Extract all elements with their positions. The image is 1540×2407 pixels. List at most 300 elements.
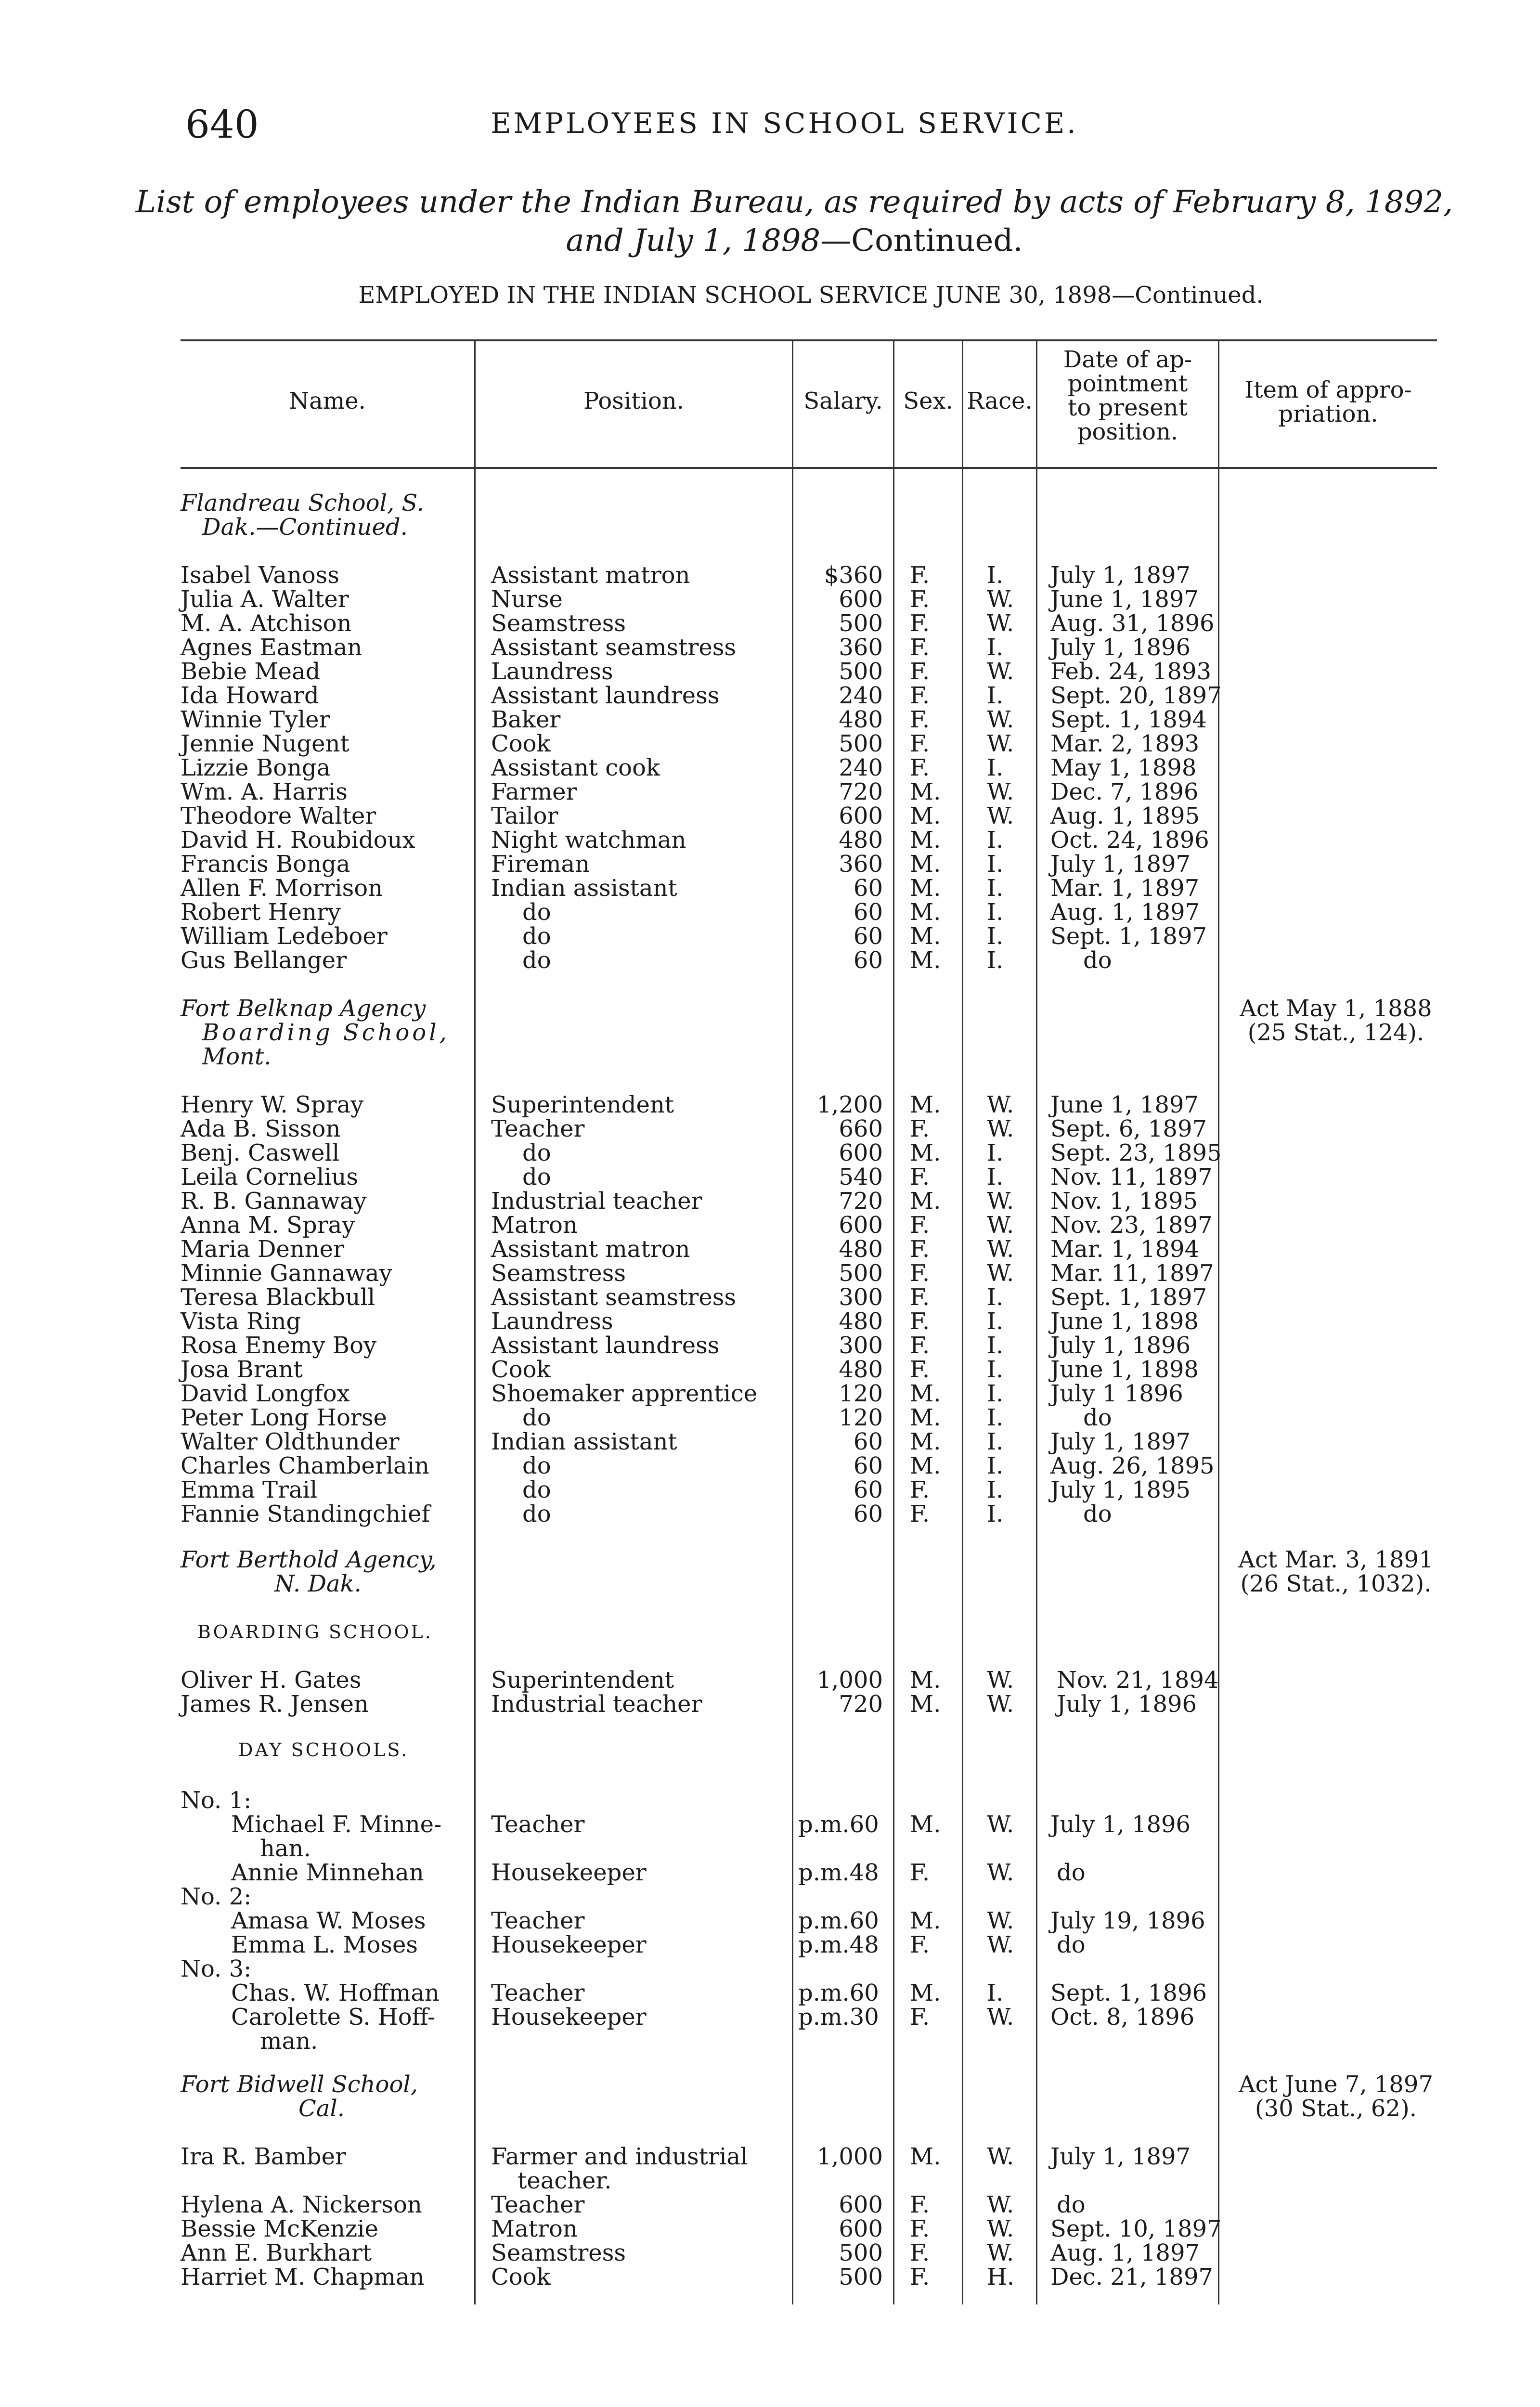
employee-position: do xyxy=(522,1476,551,1503)
appointment-date: Oct. 8, 1896 xyxy=(1050,2004,1195,2031)
employee-salary: 1,200 xyxy=(816,1091,883,1118)
appointment-date: Sept. 6, 1897 xyxy=(1050,1115,1207,1142)
employee-position: Assistant seamstress xyxy=(491,1284,736,1311)
appointment-date: July 1, 1897 xyxy=(1050,2143,1191,2170)
appropriation-item: (25 Stat., 124). xyxy=(1247,1019,1424,1046)
table-row xyxy=(0,1692,1540,1716)
employee-race: W. xyxy=(987,2191,1014,2218)
employee-name: Michael F. Minne- xyxy=(231,1811,442,1838)
employee-name: R. B. Gannaway xyxy=(181,1188,367,1215)
employee-salary: 60 xyxy=(853,1452,883,1479)
employee-name: David H. Roubidoux xyxy=(181,827,415,854)
appointment-date: Mar. 1, 1897 xyxy=(1050,875,1200,902)
employee-position: Night watchman xyxy=(491,827,686,854)
table-row xyxy=(0,1309,1540,1333)
employee-salary: 60 xyxy=(853,1501,883,1527)
appointment-date: Aug. 1, 1897 xyxy=(1050,2239,1200,2266)
employee-race: I. xyxy=(987,1980,1004,2006)
employee-sex: F. xyxy=(910,610,930,637)
table-row xyxy=(0,2145,1540,2169)
employee-race: I. xyxy=(987,1284,1004,1311)
employee-sex: M. xyxy=(910,827,941,854)
employee-sex: F. xyxy=(910,1476,930,1503)
employee-name: Oliver H. Gates xyxy=(181,1667,362,1694)
employee-position: Seamstress xyxy=(491,610,626,637)
table-row xyxy=(0,1861,1540,1885)
table-row xyxy=(0,1909,1540,1933)
appointment-date: Mar. 2, 1893 xyxy=(1050,730,1200,757)
section-title: Fort Belknap Agency xyxy=(181,995,426,1022)
employee-salary: 480 xyxy=(839,827,883,854)
employee-name-continued: han. xyxy=(260,1835,311,1862)
employee-race: I. xyxy=(987,682,1004,709)
section-title-row xyxy=(0,515,1540,539)
employee-salary: 1,000 xyxy=(816,2143,883,2170)
employee-race: W. xyxy=(987,1091,1014,1118)
appointment-date: Aug. 31, 1896 xyxy=(1050,610,1215,637)
employee-salary: $360 xyxy=(824,562,883,589)
section-title-row xyxy=(0,1045,1540,1069)
section-title: Dak.—Continued. xyxy=(202,514,408,541)
table-row xyxy=(0,1406,1540,1430)
header-race: Race. xyxy=(967,388,1033,414)
appointment-date: Mar. 11, 1897 xyxy=(1050,1260,1214,1287)
employee-sex: F. xyxy=(910,586,930,613)
employee-position-continued: teacher. xyxy=(518,2167,612,2194)
subsection-row xyxy=(0,1620,1540,1644)
appointment-date: Nov. 11, 1897 xyxy=(1050,1164,1213,1191)
employee-sex: F. xyxy=(910,1356,930,1383)
section-title: Boarding School, xyxy=(202,1019,450,1046)
employee-salary: 360 xyxy=(839,634,883,661)
employee-salary: p.m.60 xyxy=(798,1811,879,1838)
section-title-row xyxy=(0,996,1540,1021)
employee-name: Hylena A. Nickerson xyxy=(181,2191,422,2218)
table-row xyxy=(0,1117,1540,1141)
employee-race: W. xyxy=(987,1907,1014,1934)
employee-position: do xyxy=(522,947,551,974)
employee-position: do xyxy=(522,1139,551,1166)
employee-sex: F. xyxy=(910,1859,930,1886)
employee-name: Bebie Mead xyxy=(181,658,321,685)
appropriation-item: Act Mar. 3, 1891 xyxy=(1238,1546,1434,1573)
employee-salary: 240 xyxy=(839,682,883,709)
employee-race: W. xyxy=(987,1260,1014,1287)
employee-race: W. xyxy=(987,658,1014,685)
employee-salary: p.m.60 xyxy=(798,1907,879,1934)
table-row xyxy=(0,1382,1540,1406)
table-row xyxy=(0,1668,1540,1692)
section-title: Flandreau School, S. xyxy=(181,490,424,517)
employee-race: W. xyxy=(987,730,1014,757)
appointment-date: July 1, 1896 xyxy=(1050,1811,1191,1838)
appointment-date: June 1, 1898 xyxy=(1050,1356,1199,1383)
employee-position: Tailor xyxy=(491,802,558,829)
page-number: 640 xyxy=(185,102,259,147)
appointment-date: Sept. 1, 1894 xyxy=(1050,706,1207,733)
appointment-date: do xyxy=(1083,947,1112,974)
employee-salary: 60 xyxy=(853,947,883,974)
employee-salary: 500 xyxy=(839,610,883,637)
table-row xyxy=(0,732,1540,756)
employee-position: Shoemaker apprentice xyxy=(491,1380,758,1407)
employee-salary: 300 xyxy=(839,1332,883,1359)
table-row xyxy=(0,948,1540,972)
employee-race: W. xyxy=(987,2215,1014,2242)
employee-sex: M. xyxy=(910,1091,941,1118)
appointment-date: Dec. 7, 1896 xyxy=(1050,778,1199,805)
section-title: Cal. xyxy=(298,2095,345,2122)
employee-race: W. xyxy=(987,802,1014,829)
table-row xyxy=(0,1189,1540,1213)
employee-name: Amasa W. Moses xyxy=(231,1907,426,1934)
employee-position: Industrial teacher xyxy=(491,1188,702,1215)
employee-race: I. xyxy=(987,634,1004,661)
employee-name: Annie Minnehan xyxy=(231,1859,424,1886)
employee-salary: p.m.60 xyxy=(798,1980,879,2006)
appointment-date: June 1, 1897 xyxy=(1050,586,1199,613)
employee-race: W. xyxy=(987,1691,1014,1718)
header-item xyxy=(1219,378,1437,426)
employee-sex: M. xyxy=(910,1380,941,1407)
employee-position: Assistant matron xyxy=(491,1236,690,1263)
employee-sex: M. xyxy=(910,1811,941,1838)
table-row xyxy=(0,1165,1540,1189)
employee-salary: 500 xyxy=(839,2264,883,2291)
employee-name: Allen F. Morrison xyxy=(181,875,383,902)
appointment-date: Sept. 20, 1897 xyxy=(1050,682,1222,709)
employee-sex: M. xyxy=(910,1907,941,1934)
employee-position: Cook xyxy=(491,2264,551,2291)
employee-name: James R. Jensen xyxy=(181,1691,369,1718)
table-row xyxy=(0,1502,1540,1526)
employee-name: David Longfox xyxy=(181,1380,350,1407)
table-row-continued xyxy=(0,2169,1540,2193)
employee-name: Peter Long Horse xyxy=(181,1404,387,1431)
employee-sex: M. xyxy=(910,1139,941,1166)
employee-race: I. xyxy=(987,1164,1004,1191)
employee-race: I. xyxy=(987,851,1004,878)
employee-position: Housekeeper xyxy=(491,1931,647,1958)
table-row xyxy=(0,2241,1540,2265)
employee-race: W. xyxy=(987,2004,1014,2031)
employee-name: Josa Brant xyxy=(181,1356,303,1383)
employee-race: I. xyxy=(987,1356,1004,1383)
table-row xyxy=(0,2193,1540,2217)
table-row xyxy=(0,780,1540,804)
appointment-date: June 1, 1897 xyxy=(1050,1091,1199,1118)
table-row xyxy=(0,611,1540,635)
appointment-date: Aug. 1, 1895 xyxy=(1050,802,1200,829)
header-sex: Sex. xyxy=(903,388,953,414)
header-date xyxy=(1037,348,1218,444)
employee-name: Henry W. Spray xyxy=(181,1091,364,1118)
appointment-date: May 1, 1898 xyxy=(1050,754,1197,781)
employee-name: Maria Denner xyxy=(181,1236,345,1263)
section-title: N. Dak. xyxy=(274,1570,362,1597)
employee-name: Harriet M. Chapman xyxy=(181,2264,425,2291)
table-row xyxy=(0,804,1540,828)
employee-position: Indian assistant xyxy=(491,1428,677,1455)
employee-position: do xyxy=(522,1452,551,1479)
employee-sex: F. xyxy=(910,1115,930,1142)
table-row xyxy=(0,635,1540,660)
caption-line-1: List of employees under the Indian Bureau, as required by acts of February 8, 1892, xyxy=(135,184,1453,220)
employee-salary: 300 xyxy=(839,1284,883,1311)
employee-name: Gus Bellanger xyxy=(181,947,347,974)
employee-race: W. xyxy=(987,706,1014,733)
employee-name: Robert Henry xyxy=(181,899,341,926)
employee-sex: F. xyxy=(910,1284,930,1311)
employee-position: Assistant laundress xyxy=(491,682,720,709)
table-row xyxy=(0,900,1540,924)
appointment-date: July 1, 1897 xyxy=(1050,1428,1191,1455)
employee-position: do xyxy=(522,1164,551,1191)
employee-sex: F. xyxy=(910,682,930,709)
employee-name: Isabel Vanoss xyxy=(181,562,339,589)
employee-position: Fireman xyxy=(491,851,590,878)
employee-race: I. xyxy=(987,754,1004,781)
appointment-date: do xyxy=(1057,2191,1086,2218)
employee-name: Teresa Blackbull xyxy=(181,1284,375,1311)
employee-sex: F. xyxy=(910,1260,930,1287)
employee-sex: M. xyxy=(910,1188,941,1215)
school-number-row xyxy=(0,1885,1540,1909)
appointment-date: July 1, 1895 xyxy=(1050,1476,1191,1503)
header-date-line: to present xyxy=(1068,394,1188,421)
employee-race: W. xyxy=(987,778,1014,805)
employee-race: W. xyxy=(987,586,1014,613)
employee-name: Leila Cornelius xyxy=(181,1164,358,1191)
employee-name: Agnes Eastman xyxy=(181,634,362,661)
subsection-row xyxy=(0,1738,1540,1762)
table-row-continued xyxy=(0,2029,1540,2053)
employee-race: I. xyxy=(987,1501,1004,1527)
employee-sex: F. xyxy=(910,2004,930,2031)
school-number: No. 2: xyxy=(181,1883,252,1910)
appropriation-item: (26 Stat., 1032). xyxy=(1240,1570,1432,1597)
employee-sex: M. xyxy=(910,1404,941,1431)
header-position: Position. xyxy=(583,388,684,414)
employee-race: I. xyxy=(987,1380,1004,1407)
table-row xyxy=(0,708,1540,732)
appointment-date: Oct. 24, 1896 xyxy=(1050,827,1209,854)
section-title-row xyxy=(0,1572,1540,1596)
employee-position: Laundress xyxy=(491,658,613,685)
employee-race: W. xyxy=(987,2239,1014,2266)
header-bottom-rule xyxy=(181,467,1437,469)
employee-position: Superintendent xyxy=(491,1667,674,1694)
employee-position: Teacher xyxy=(491,2191,585,2218)
employee-sex: F. xyxy=(910,562,930,589)
employee-position: Cook xyxy=(491,1356,551,1383)
appointment-date: do xyxy=(1057,1931,1086,1958)
employee-position: Cook xyxy=(491,730,551,757)
header-item-line: priation. xyxy=(1278,401,1378,427)
appointment-date: July 1, 1896 xyxy=(1057,1691,1197,1718)
table-subheading: EMPLOYED IN THE INDIAN SCHOOL SERVICE JUNE 30, 1898—Continued. xyxy=(358,282,1264,309)
table-row xyxy=(0,1213,1540,1237)
appointment-date: do xyxy=(1057,1859,1086,1886)
employee-sex: F. xyxy=(910,2215,930,2242)
employee-salary: 500 xyxy=(839,730,883,757)
employee-salary: 600 xyxy=(839,586,883,613)
employee-race: I. xyxy=(987,875,1004,902)
subsection-label: DAY SCHOOLS. xyxy=(238,1739,409,1760)
table-row xyxy=(0,1478,1540,1502)
employee-position: do xyxy=(522,1501,551,1527)
header-date-line: position. xyxy=(1077,418,1178,445)
employee-salary: 480 xyxy=(839,1236,883,1263)
appointment-date: Sept. 1, 1896 xyxy=(1050,1980,1207,2006)
employee-sex: F. xyxy=(910,1236,930,1263)
employee-race: I. xyxy=(987,1332,1004,1359)
section-title: Fort Berthold Agency, xyxy=(181,1546,437,1573)
employee-name: Rosa Enemy Boy xyxy=(181,1332,377,1359)
table-row xyxy=(0,1333,1540,1358)
employee-name: Charles Chamberlain xyxy=(181,1452,429,1479)
appointment-date: July 1, 1897 xyxy=(1050,562,1191,589)
employee-position: Teacher xyxy=(491,1980,585,2006)
employee-sex: F. xyxy=(910,2191,930,2218)
appointment-date: July 19, 1896 xyxy=(1050,1907,1205,1934)
employee-salary: 360 xyxy=(839,851,883,878)
employee-salary: 60 xyxy=(853,1476,883,1503)
header-date-line: pointment xyxy=(1067,370,1188,397)
employee-race: W. xyxy=(987,1667,1014,1694)
section-title: Mont. xyxy=(202,1043,272,1070)
caption-line-2-rest: —Continued. xyxy=(820,223,1023,259)
employee-race: I. xyxy=(987,923,1004,950)
employee-name: Chas. W. Hoffman xyxy=(231,1980,440,2006)
employee-salary: 60 xyxy=(853,1428,883,1455)
table-row-continued xyxy=(0,1837,1540,1861)
employee-salary: 600 xyxy=(839,802,883,829)
employee-sex: F. xyxy=(910,730,930,757)
employee-position: Teacher xyxy=(491,1811,585,1838)
employee-race: H. xyxy=(987,2264,1015,2291)
appointment-date: Mar. 1, 1894 xyxy=(1050,1236,1200,1263)
employee-sex: M. xyxy=(910,1452,941,1479)
appointment-date: do xyxy=(1083,1404,1112,1431)
employee-salary: 60 xyxy=(853,923,883,950)
appointment-date: do xyxy=(1083,1501,1112,1527)
employee-salary: 480 xyxy=(839,1308,883,1335)
table-row xyxy=(0,828,1540,852)
employee-race: I. xyxy=(987,1308,1004,1335)
employee-sex: M. xyxy=(910,1980,941,2006)
employee-position: do xyxy=(522,923,551,950)
employee-race: W. xyxy=(987,1931,1014,1958)
employee-race: I. xyxy=(987,947,1004,974)
appointment-date: Feb. 24, 1893 xyxy=(1050,658,1212,685)
appointment-date: Sept. 23, 1895 xyxy=(1050,1139,1222,1166)
table-row xyxy=(0,1358,1540,1382)
school-number-row xyxy=(0,1788,1540,1812)
employee-sex: F. xyxy=(910,754,930,781)
employee-sex: M. xyxy=(910,851,941,878)
section-title-row xyxy=(0,2096,1540,2121)
employee-position: Industrial teacher xyxy=(491,1691,702,1718)
employee-sex: F. xyxy=(910,1164,930,1191)
employee-salary: 600 xyxy=(839,1212,883,1239)
employee-sex: M. xyxy=(910,875,941,902)
employee-position: Teacher xyxy=(491,1907,585,1934)
employee-race: I. xyxy=(987,1428,1004,1455)
table-row xyxy=(0,1933,1540,1957)
employee-name: Francis Bonga xyxy=(181,851,350,878)
table-row xyxy=(0,924,1540,948)
employee-sex: F. xyxy=(910,1308,930,1335)
appointment-date: July 1, 1897 xyxy=(1050,851,1191,878)
table-row xyxy=(0,756,1540,780)
employee-name: Anna M. Spray xyxy=(181,1212,355,1239)
school-number: No. 1: xyxy=(181,1787,252,1814)
table-row xyxy=(0,2265,1540,2289)
employee-name: Lizzie Bonga xyxy=(181,754,331,781)
table-row xyxy=(0,1141,1540,1165)
employee-name: William Ledeboer xyxy=(181,923,388,950)
employee-race: I. xyxy=(987,1404,1004,1431)
header-item-line: Item of appro- xyxy=(1244,376,1412,403)
appropriation-item: Act May 1, 1888 xyxy=(1240,995,1432,1022)
employee-name-continued: man. xyxy=(260,2028,318,2055)
table-row xyxy=(0,1812,1540,1837)
employee-sex: F. xyxy=(910,1212,930,1239)
employee-salary: 500 xyxy=(839,658,883,685)
table-row xyxy=(0,1285,1540,1309)
employee-name: Fannie Standingchief xyxy=(181,1501,430,1527)
employee-sex: F. xyxy=(910,634,930,661)
employee-salary: 480 xyxy=(839,706,883,733)
section-title-row xyxy=(0,1021,1540,1045)
employee-race: W. xyxy=(987,1115,1014,1142)
employee-name: Julia A. Walter xyxy=(181,586,349,613)
employee-salary: 480 xyxy=(839,1356,883,1383)
appointment-date: July 1 1896 xyxy=(1050,1380,1183,1407)
employee-position: Seamstress xyxy=(491,2239,626,2266)
employee-name: Bessie McKenzie xyxy=(181,2215,378,2242)
header-top-rule xyxy=(181,339,1437,341)
table-row xyxy=(0,1261,1540,1285)
employee-race: I. xyxy=(987,562,1004,589)
appointment-date: Sept. 10, 1897 xyxy=(1050,2215,1222,2242)
employee-name: Carolette S. Hoff- xyxy=(231,2004,436,2031)
employee-position: Seamstress xyxy=(491,1260,626,1287)
employee-race: I. xyxy=(987,1452,1004,1479)
appointment-date: Dec. 21, 1897 xyxy=(1050,2264,1214,2291)
employee-sex: M. xyxy=(910,947,941,974)
employee-sex: F. xyxy=(910,706,930,733)
employee-sex: F. xyxy=(910,2239,930,2266)
employee-position: Assistant cook xyxy=(491,754,660,781)
table-row xyxy=(0,2217,1540,2241)
employee-salary: 60 xyxy=(853,875,883,902)
appointment-date: Aug. 1, 1897 xyxy=(1050,899,1200,926)
table-row xyxy=(0,852,1540,876)
section-title-row xyxy=(0,2072,1540,2096)
employee-salary: 500 xyxy=(839,2239,883,2266)
employee-position: Assistant laundress xyxy=(491,1332,720,1359)
appointment-date: Sept. 1, 1897 xyxy=(1050,923,1207,950)
employee-race: W. xyxy=(987,1859,1014,1886)
employee-race: W. xyxy=(987,610,1014,637)
employee-name: Winnie Tyler xyxy=(181,706,330,733)
employee-position: do xyxy=(522,1404,551,1431)
table-row xyxy=(0,1981,1540,2005)
employee-race: I. xyxy=(987,1476,1004,1503)
employee-salary: 660 xyxy=(839,1115,883,1142)
